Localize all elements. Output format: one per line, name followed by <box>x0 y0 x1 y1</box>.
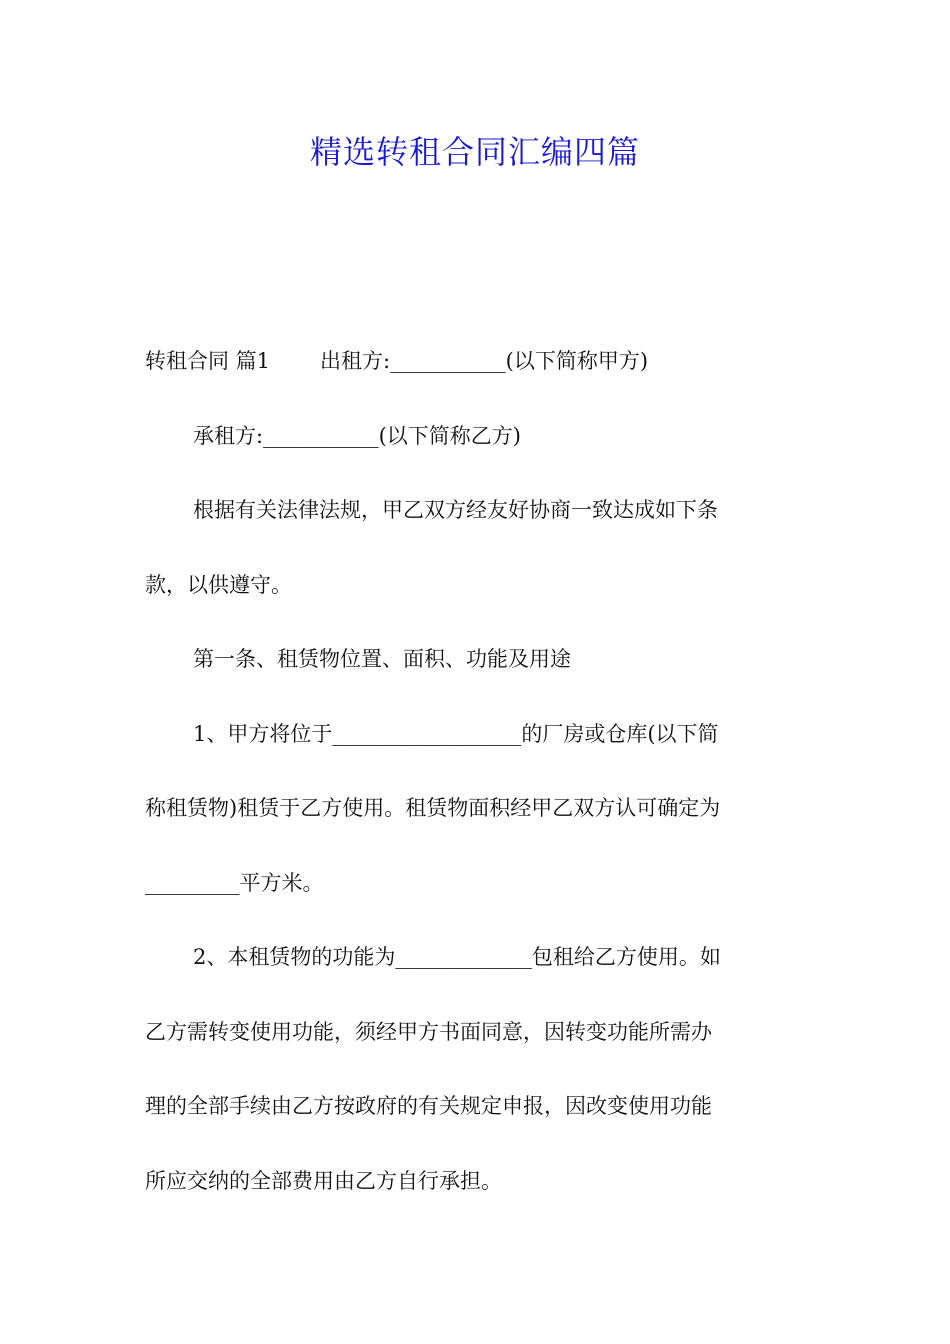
paragraph-line: _________平方米。 <box>145 870 324 895</box>
article-heading: 第一条、租赁物位置、面积、功能及用途 <box>193 647 571 671</box>
paragraph-line: 1、甲方将位于__________________的厂房或仓库(以下简 <box>193 721 719 746</box>
paragraph-line: 称租赁物)租赁于乙方使用。租赁物面积经甲乙双方认可确定为 <box>145 796 721 820</box>
paragraph-line: 根据有关法律法规，甲乙双方经友好协商一致达成如下条 <box>193 498 718 522</box>
document-body <box>145 337 810 1231</box>
paragraph-line: 所应交纳的全部费用由乙方自行承担。 <box>145 1168 502 1193</box>
document-title: 精选转租合同汇编四篇 <box>309 133 640 171</box>
lessor-line: 出租方:___________(以下简称甲方) <box>320 349 649 373</box>
paragraph-line: 理的全部手续由乙方按政府的有关规定申报，因改变使用功能 <box>145 1094 712 1118</box>
section-heading: 转租合同 篇1 <box>145 349 271 373</box>
paragraph-line: 款，以供遵守。 <box>145 572 292 597</box>
lessee-line: 承租方:___________(以下简称乙方) <box>193 423 521 448</box>
paragraph-line: 乙方需转变使用功能，须经甲方书面同意，因转变功能所需办 <box>145 1019 712 1044</box>
line-1 <box>145 337 810 412</box>
paragraph-line: 2、本租赁物的功能为_____________包租给乙方使用。如 <box>193 945 721 969</box>
